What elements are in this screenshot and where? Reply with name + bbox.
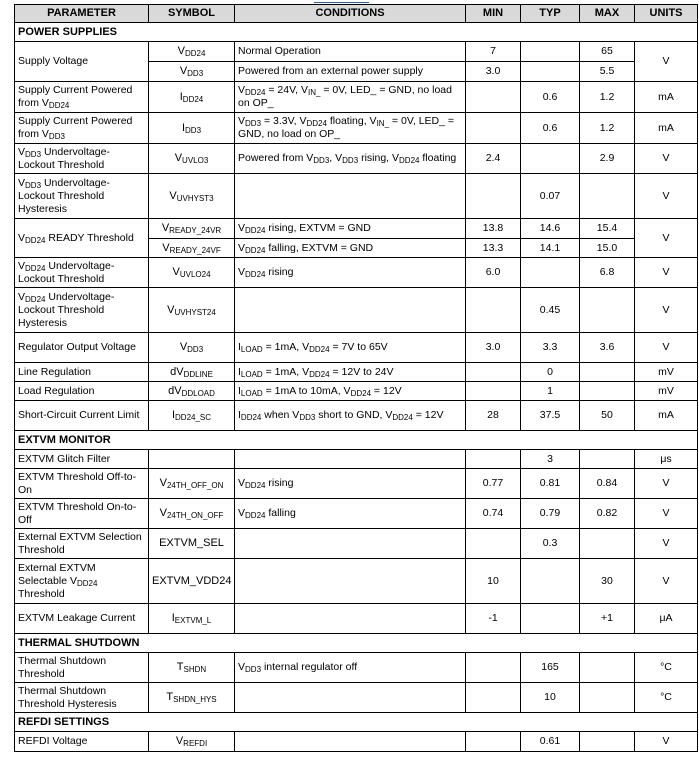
typ-cell: 14.6 xyxy=(521,219,580,239)
units-cell: μs xyxy=(635,450,698,469)
symbol-cell: $V_{REFDI}$ xyxy=(149,732,235,752)
table-row xyxy=(15,82,698,113)
typ-cell: 0.07 xyxy=(521,174,580,219)
symbol-cell: $V_{DD3}$ xyxy=(149,62,235,82)
typ-cell: 14.1 xyxy=(521,239,580,258)
symbol-cell: $I_{DD24\_SC}$ xyxy=(149,401,235,431)
section-refdi-settings: REFDI SETTINGS xyxy=(15,713,698,732)
min-cell xyxy=(466,363,521,382)
param-cell: EXTVM Threshold On-to-Off xyxy=(15,499,149,529)
param-cell: External EXTVM Selectable $V_{DD24}$ Threshold xyxy=(15,559,149,604)
units-cell: mA xyxy=(635,401,698,431)
min-cell xyxy=(466,732,521,752)
max-cell xyxy=(580,363,635,382)
typ-cell: 3 xyxy=(521,450,580,469)
table-row xyxy=(15,401,698,431)
min-cell: -1 xyxy=(466,604,521,634)
conditions-cell xyxy=(235,604,466,634)
symbol-cell: $V_{READY\_24VF}$ xyxy=(149,239,235,258)
conditions-cell: $V_{DD24}$ rising xyxy=(235,258,466,288)
conditions-cell: $I_{DD24}$ when $V_{DD3}$ short to GND, $V_{DD24} = 12V$ xyxy=(235,401,466,431)
table-row xyxy=(15,113,698,144)
units-cell: °C xyxy=(635,653,698,683)
typ-cell: 0.61 xyxy=(521,732,580,752)
table-row xyxy=(15,288,698,333)
max-cell: 50 xyxy=(580,401,635,431)
table-row xyxy=(15,174,698,219)
units-cell: °C xyxy=(635,683,698,713)
typ-cell: 0.79 xyxy=(521,499,580,529)
conditions-cell xyxy=(235,683,466,713)
typ-cell: 10 xyxy=(521,683,580,713)
param-cell: $V_{DD3}$ Undervoltage-Lockout Threshold Hysteresis xyxy=(15,174,149,219)
param-cell: Load Regulation xyxy=(15,382,149,401)
typ-cell: 0.45 xyxy=(521,288,580,333)
max-cell xyxy=(580,653,635,683)
units-cell: V xyxy=(635,174,698,219)
table-row xyxy=(15,559,698,604)
table-row xyxy=(15,499,698,529)
symbol-cell: $dV_{DDLOAD}$ xyxy=(149,382,235,401)
section-row xyxy=(15,634,698,653)
header-max: MAX xyxy=(580,5,635,23)
symbol-cell: $T_{SHDN\_HYS}$ xyxy=(149,683,235,713)
units-cell: V xyxy=(635,144,698,174)
table-row xyxy=(15,363,698,382)
conditions-cell xyxy=(235,450,466,469)
max-cell: +1 xyxy=(580,604,635,634)
min-cell xyxy=(466,113,521,144)
section-row xyxy=(15,431,698,450)
typ-cell xyxy=(521,559,580,604)
header-row xyxy=(15,5,698,23)
min-cell: 6.0 xyxy=(466,258,521,288)
section-extvm-monitor: EXTVM MONITOR xyxy=(15,431,698,450)
table-row xyxy=(15,604,698,634)
table-row xyxy=(15,732,698,752)
units-cell: V xyxy=(635,732,698,752)
symbol-cell xyxy=(149,450,235,469)
symbol-cell: $dV_{DDLINE}$ xyxy=(149,363,235,382)
min-cell: 13.8 xyxy=(466,219,521,239)
units-cell: V xyxy=(635,469,698,499)
table-row xyxy=(15,469,698,499)
typ-cell: 0.6 xyxy=(521,82,580,113)
min-cell xyxy=(466,382,521,401)
conditions-cell xyxy=(235,288,466,333)
units-cell: mV xyxy=(635,363,698,382)
header-conditions: CONDITIONS xyxy=(235,5,466,23)
min-cell: 0.77 xyxy=(466,469,521,499)
param-cell: Regulator Output Voltage xyxy=(15,333,149,363)
typ-cell: 0.6 xyxy=(521,113,580,144)
units-cell: μA xyxy=(635,604,698,634)
symbol-cell: $V_{DD24}$ xyxy=(149,42,235,62)
units-cell: mA xyxy=(635,82,698,113)
typ-cell: 0 xyxy=(521,363,580,382)
typ-cell xyxy=(521,258,580,288)
typ-cell: 0.3 xyxy=(521,529,580,559)
units-cell: V xyxy=(635,258,698,288)
table-row xyxy=(15,683,698,713)
typ-cell: 0.81 xyxy=(521,469,580,499)
symbol-cell: $I_{EXTVM\_L}$ xyxy=(149,604,235,634)
typ-cell: 165 xyxy=(521,653,580,683)
symbol-cell: $V_{DD3}$ xyxy=(149,333,235,363)
param-cell: Thermal Shutdown Threshold Hysteresis xyxy=(15,683,149,713)
table-row xyxy=(15,219,698,239)
cropped-header-line xyxy=(14,0,696,3)
units-cell: V xyxy=(635,288,698,333)
max-cell: 30 xyxy=(580,559,635,604)
conditions-cell: $I_{LOAD} = 1mA$, $V_{DD24} = 12V$ to 24V xyxy=(235,363,466,382)
header-units: UNITS xyxy=(635,5,698,23)
units-cell: V xyxy=(635,559,698,604)
conditions-cell xyxy=(235,529,466,559)
conditions-cell: Powered from $V_{DD3}$, $V_{DD3}$ rising, $V_{DD24}$ floating xyxy=(235,144,466,174)
typ-cell: 37.5 xyxy=(521,401,580,431)
param-cell: Supply Current Powered from $V_{DD3}$ xyxy=(15,113,149,144)
max-cell: 1.2 xyxy=(580,113,635,144)
table-row xyxy=(15,258,698,288)
symbol-cell: $I_{DD3}$ xyxy=(149,113,235,144)
conditions-cell: $V_{DD24}$ rising, EXTVM = GND xyxy=(235,219,466,239)
conditions-cell xyxy=(235,732,466,752)
typ-cell xyxy=(521,144,580,174)
max-cell xyxy=(580,732,635,752)
max-cell xyxy=(580,382,635,401)
max-cell xyxy=(580,174,635,219)
typ-cell xyxy=(521,42,580,62)
max-cell xyxy=(580,288,635,333)
param-cell: Supply Current Powered from $V_{DD24}$ xyxy=(15,82,149,113)
min-cell: 7 xyxy=(466,42,521,62)
max-cell xyxy=(580,683,635,713)
min-cell: 10 xyxy=(466,559,521,604)
max-cell: 0.84 xyxy=(580,469,635,499)
param-cell: $V_{DD24}$ READY Threshold xyxy=(15,219,149,258)
max-cell xyxy=(580,450,635,469)
section-power-supplies: POWER SUPPLIES xyxy=(15,23,698,42)
min-cell xyxy=(466,529,521,559)
units-cell: V xyxy=(635,333,698,363)
symbol-cell: $V_{UVLO3}$ xyxy=(149,144,235,174)
max-cell: 0.82 xyxy=(580,499,635,529)
min-cell: 0.74 xyxy=(466,499,521,529)
min-cell xyxy=(466,82,521,113)
max-cell: 15.0 xyxy=(580,239,635,258)
min-cell xyxy=(466,174,521,219)
symbol-cell: $V_{UVLO24}$ xyxy=(149,258,235,288)
param-cell: Supply Voltage xyxy=(15,42,149,82)
max-cell: 1.2 xyxy=(580,82,635,113)
table-row xyxy=(15,653,698,683)
units-cell: V xyxy=(635,42,698,82)
symbol-cell: $T_{SHDN}$ xyxy=(149,653,235,683)
table-row xyxy=(15,144,698,174)
param-cell: External EXTVM Selection Threshold xyxy=(15,529,149,559)
min-cell: 3.0 xyxy=(466,333,521,363)
conditions-cell: $I_{LOAD} = 1mA$, $V_{DD24} = 7V$ to 65V xyxy=(235,333,466,363)
table-row xyxy=(15,529,698,559)
param-cell: EXTVM Glitch Filter xyxy=(15,450,149,469)
min-cell xyxy=(466,683,521,713)
conditions-cell: $I_{LOAD} = 1mA$ to 10mA, $V_{DD24} = 12V$ xyxy=(235,382,466,401)
typ-cell: 1 xyxy=(521,382,580,401)
min-cell: 3.0 xyxy=(466,62,521,82)
min-cell: 13.3 xyxy=(466,239,521,258)
section-row xyxy=(15,713,698,732)
conditions-cell: $V_{DD24}$ falling, EXTVM = GND xyxy=(235,239,466,258)
min-cell xyxy=(466,450,521,469)
max-cell: 2.9 xyxy=(580,144,635,174)
max-cell: 15.4 xyxy=(580,219,635,239)
param-cell: Line Regulation xyxy=(15,363,149,382)
min-cell xyxy=(466,653,521,683)
conditions-cell: $V_{DD24}$ falling xyxy=(235,499,466,529)
param-cell: EXTVM Threshold Off-to-On xyxy=(15,469,149,499)
conditions-cell xyxy=(235,174,466,219)
param-cell: REFDI Voltage xyxy=(15,732,149,752)
typ-cell xyxy=(521,62,580,82)
units-cell: V xyxy=(635,499,698,529)
symbol-cell: $V_{UVHYST24}$ xyxy=(149,288,235,333)
param-cell: $V_{DD3}$ Undervoltage-Lockout Threshold xyxy=(15,144,149,174)
table-row xyxy=(15,450,698,469)
symbol-cell: $V_{24TH\_OFF\_ON}$ xyxy=(149,469,235,499)
typ-cell: 3.3 xyxy=(521,333,580,363)
units-cell: V xyxy=(635,529,698,559)
cropped-link-underline xyxy=(314,0,369,3)
header-typ: TYP xyxy=(521,5,580,23)
max-cell: 5.5 xyxy=(580,62,635,82)
symbol-cell: EXTVM_VDD24 xyxy=(149,559,235,604)
symbol-cell: EXTVM_SEL xyxy=(149,529,235,559)
units-cell: mV xyxy=(635,382,698,401)
conditions-cell: Normal Operation xyxy=(235,42,466,62)
conditions-cell: $V_{DD3} = 3.3V$, $V_{DD24}$ floating, $V_{IN\_} = 0V$, LED_ = GND, no load on OP_ xyxy=(235,113,466,144)
electrical-characteristics-table xyxy=(14,4,698,752)
typ-cell xyxy=(521,604,580,634)
symbol-cell: $V_{UVHYST3}$ xyxy=(149,174,235,219)
max-cell xyxy=(580,529,635,559)
param-cell: $V_{DD24}$ Undervoltage-Lockout Threshold xyxy=(15,258,149,288)
max-cell: 6.8 xyxy=(580,258,635,288)
param-cell: $V_{DD24}$ Undervoltage-Lockout Threshold Hysteresis xyxy=(15,288,149,333)
symbol-cell: $I_{DD24}$ xyxy=(149,82,235,113)
min-cell: 28 xyxy=(466,401,521,431)
symbol-cell: $V_{24TH\_ON\_OFF}$ xyxy=(149,499,235,529)
symbol-cell: $V_{READY\_24VR}$ xyxy=(149,219,235,239)
max-cell: 65 xyxy=(580,42,635,62)
table-row xyxy=(15,333,698,363)
param-cell: Thermal Shutdown Threshold xyxy=(15,653,149,683)
param-cell: EXTVM Leakage Current xyxy=(15,604,149,634)
conditions-cell xyxy=(235,559,466,604)
conditions-cell: $V_{DD3}$ internal regulator off xyxy=(235,653,466,683)
header-min: MIN xyxy=(466,5,521,23)
header-symbol: SYMBOL xyxy=(149,5,235,23)
conditions-cell: $V_{DD24} = 24V$, $V_{IN\_} = 0V$, LED_ = GND, no load on OP_ xyxy=(235,82,466,113)
section-thermal-shutdown: THERMAL SHUTDOWN xyxy=(15,634,698,653)
units-cell: V xyxy=(635,219,698,258)
table-row xyxy=(15,382,698,401)
conditions-cell: $V_{DD24}$ rising xyxy=(235,469,466,499)
min-cell xyxy=(466,288,521,333)
header-parameter: PARAMETER xyxy=(15,5,149,23)
conditions-cell: Powered from an external power supply xyxy=(235,62,466,82)
param-cell: Short-Circuit Current Limit xyxy=(15,401,149,431)
max-cell: 3.6 xyxy=(580,333,635,363)
section-row xyxy=(15,23,698,42)
min-cell: 2.4 xyxy=(466,144,521,174)
table-row xyxy=(15,42,698,62)
units-cell: mA xyxy=(635,113,698,144)
